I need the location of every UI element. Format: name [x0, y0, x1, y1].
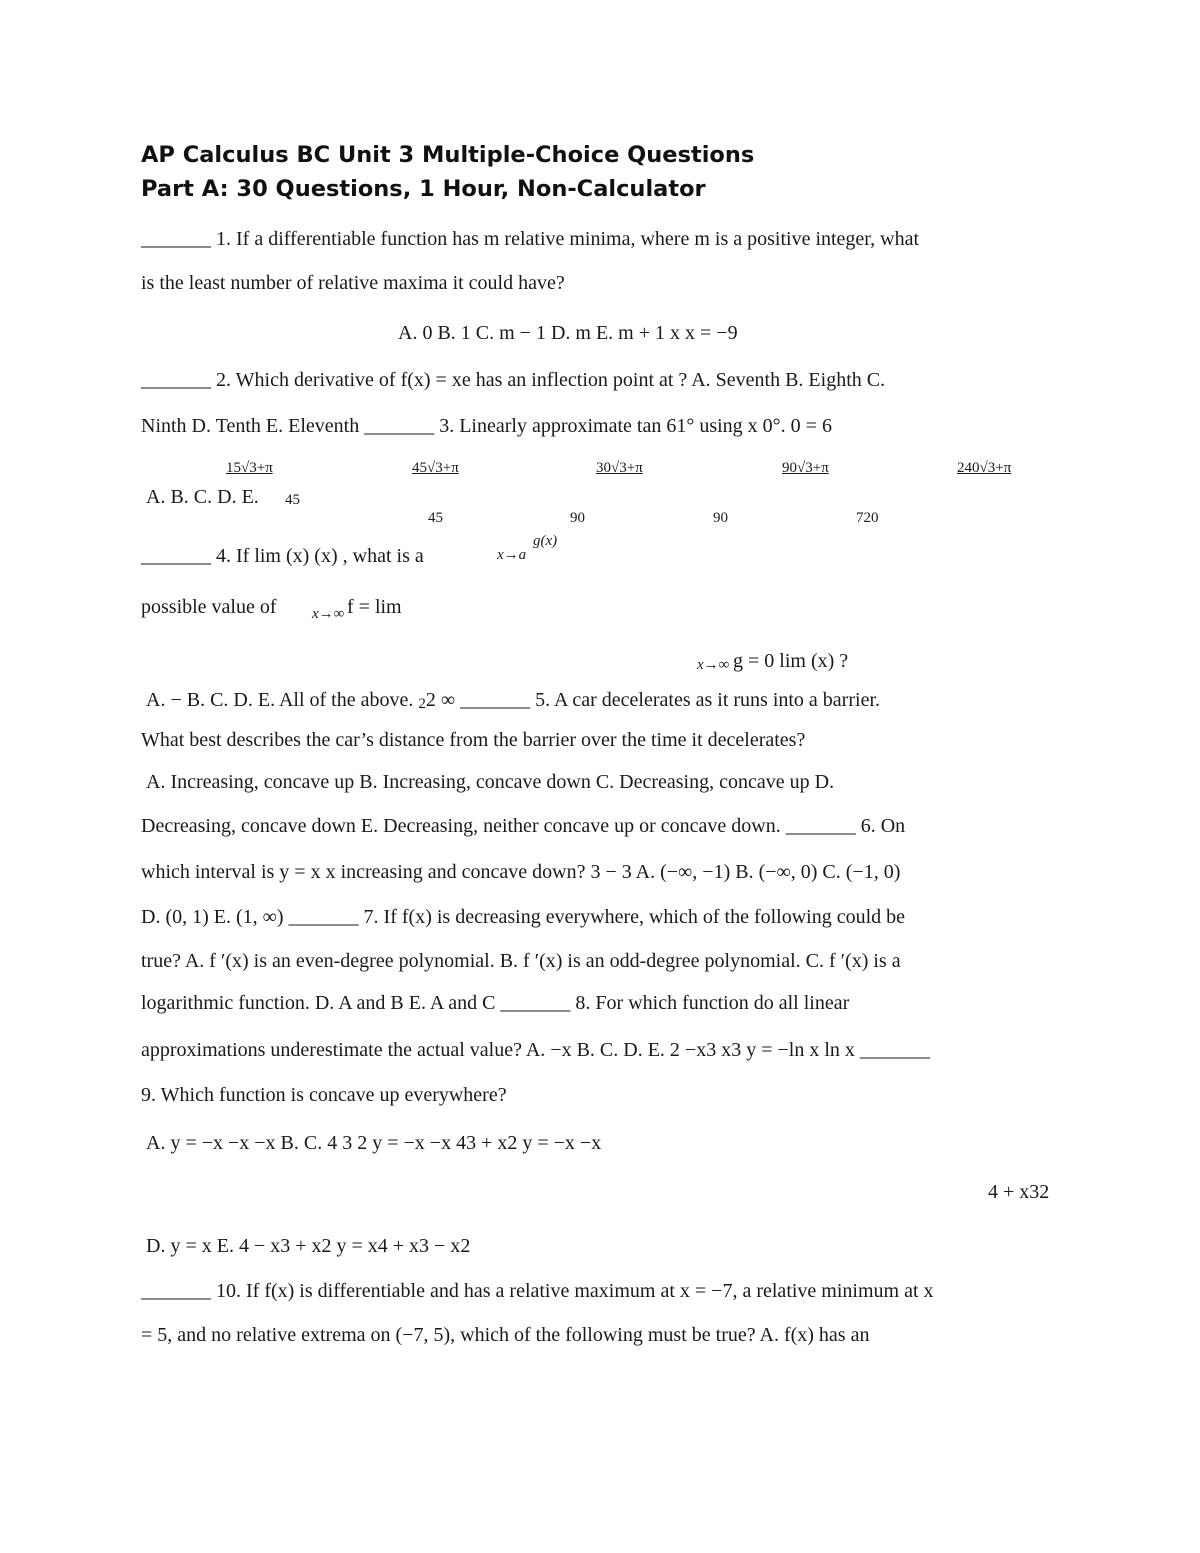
question-9-choices-2: D. y = x E. 4 − x3 + x2 y = x4 + x3 − x2 [146, 1235, 471, 1257]
choice-b-denominator: 45 [428, 510, 443, 526]
choice-d-numerator: 90√3+π [782, 460, 829, 476]
question-7-line-1: D. (0, 1) E. (1, ∞) _______ 7. If f(x) is decreasing everywhere, which of the following could be [141, 906, 906, 928]
question-1-line-1: _______ 1. If a differentiable function has m relative minima, where m is a positive integer, what [141, 228, 920, 250]
question-4-line-2: possible value of [141, 596, 277, 618]
question-5-choices-1: A. Increasing, concave up B. Increasing, concave down C. Decreasing, concave up D. [146, 771, 835, 793]
question-8-line-1: logarithmic function. D. A and B E. A and C _______ 8. For which function do all linear [141, 992, 850, 1014]
question-5-line-2: What best describes the car’s distance from the barrier over the time it decelerates? [141, 729, 806, 751]
question-4-line-3: g = 0 lim (x) ? [733, 650, 849, 672]
question-4-line-1: _______ 4. If lim (x) (x) , what is a [141, 545, 424, 567]
question-6-line: which interval is y = x x increasing and concave down? 3 − 3 A. (−∞, −1) B. (−∞, 0) C. (−1, 0) [141, 861, 901, 883]
limit-subscript-a: x→a [497, 547, 527, 563]
question-2-line-1: _______ 2. Which derivative of f(x) = xe has an inflection point at ? A. Seventh B. Eighth C. [141, 369, 886, 391]
question-8-line-2: approximations underestimate the actual value? A. −x B. C. D. E. 2 −x3 x3 y = −ln x ln x _______ [141, 1039, 930, 1061]
choice-a-numerator: 15√3+π [226, 460, 273, 476]
question-10-line-1: _______ 10. If f(x) is differentiable and has a relative maximum at x = −7, a relative minimum at x [141, 1280, 934, 1302]
choice-b-numerator: 45√3+π [412, 460, 459, 476]
choice-a-denominator: 45 [285, 492, 300, 508]
limit-subscript-infinity-2: x→∞ [697, 657, 730, 673]
choice-c-denominator: 90 [570, 510, 585, 526]
choice-d-denominator: 90 [713, 510, 728, 526]
limit-subscript-infinity-1: x→∞ [312, 606, 345, 622]
choice-half-symbol: 2 [418, 696, 426, 712]
question-9-line-1: 9. Which function is concave up everywhere? [141, 1084, 507, 1106]
question-5-intro: 2 ∞ _______ 5. A car decelerates as it runs into a barrier. [425, 689, 880, 711]
question-4-choices: A. − B. C. D. E. All of the above. [146, 689, 419, 711]
question-9-choices-1: A. y = −x −x −x B. C. 4 3 2 y = −x −x 43 + x2 y = −x −x [146, 1132, 602, 1154]
question-9-exponents: 4 + x32 [988, 1181, 1050, 1203]
choice-e-denominator: 720 [856, 510, 879, 526]
page-title: AP Calculus BC Unit 3 Multiple-Choice Questions [141, 142, 755, 168]
page-subtitle: Part A: 30 Questions, 1 Hour, Non-Calculator [141, 176, 706, 202]
choice-c-numerator: 30√3+π [596, 460, 643, 476]
question-7-line-2: true? A. f ′(x) is an even-degree polynomial. B. f ′(x) is an odd-degree polynomial. C. f ′(x) is a [141, 950, 901, 972]
question-4-choices-line [146, 690, 880, 712]
question-1-choices: A. 0 B. 1 C. m − 1 D. m E. m + 1 x x = −9 [398, 322, 738, 344]
choice-e-numerator: 240√3+π [957, 460, 1012, 476]
question-4-line-2-tail: f = lim [347, 596, 402, 618]
question-2-3-line: Ninth D. Tenth E. Eleventh _______ 3. Linearly approximate tan 61° using x 0°. 0 = 6 [141, 415, 832, 437]
question-1-line-2: is the least number of relative maxima it could have? [141, 272, 565, 294]
question-10-line-2: = 5, and no relative extrema on (−7, 5), which of the following must be true? A. f(x) has an [141, 1324, 870, 1346]
limit-fraction-g: g(x) [533, 533, 558, 549]
question-5-choices-2: Decreasing, concave down E. Decreasing, neither concave up or concave down. _______ 6. On [141, 815, 906, 837]
question-3-choice-labels: A. B. C. D. E. [146, 486, 259, 508]
